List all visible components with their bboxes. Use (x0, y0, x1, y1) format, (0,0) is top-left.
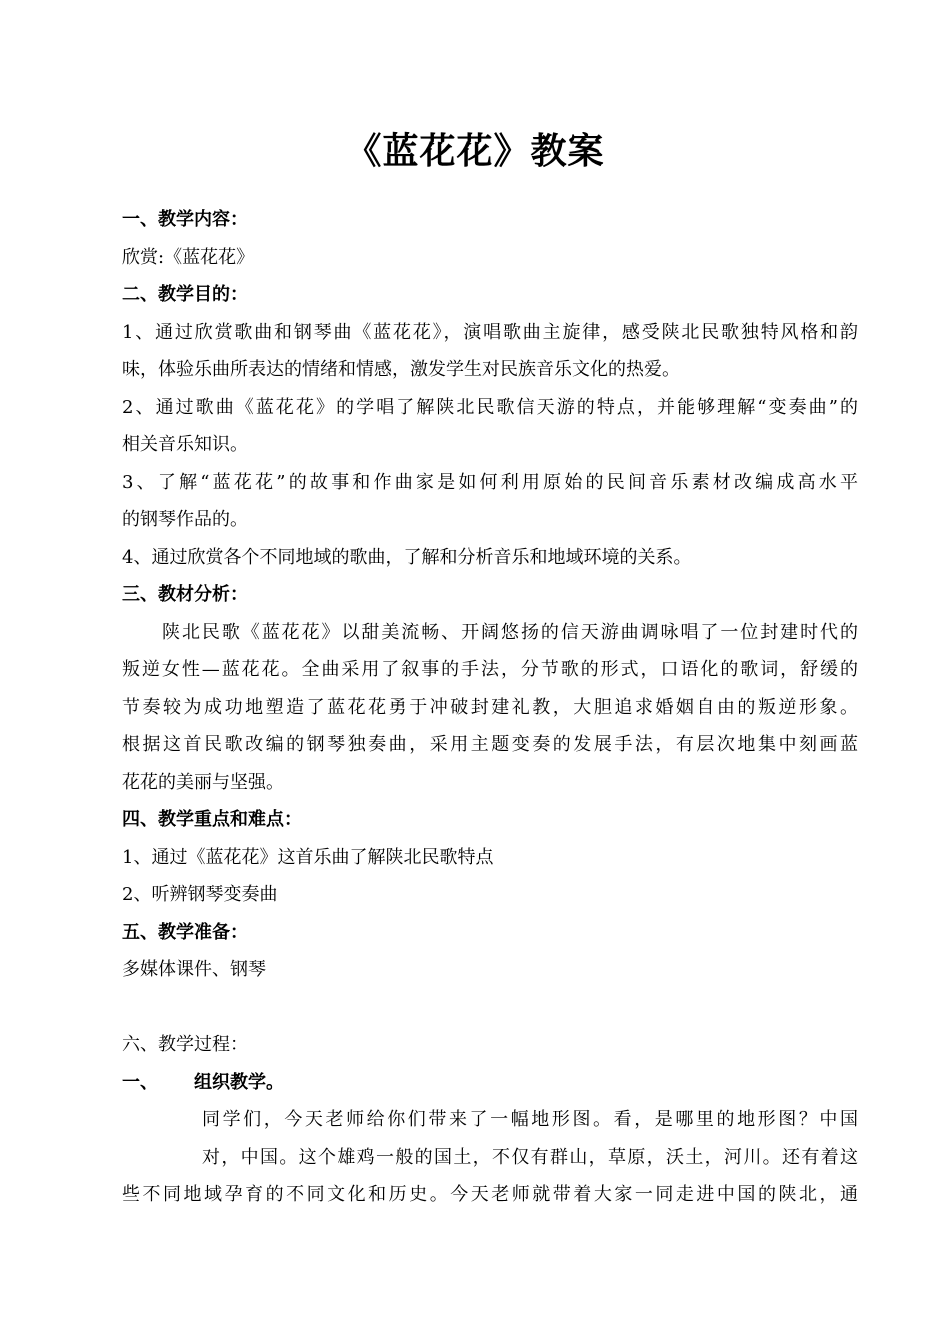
analysis-line: 根据这首民歌改编的钢琴独奏曲，采用主题变奏的发展手法，有层次地集中刻画蓝 (122, 734, 858, 755)
section-heading-preparation: 五、教学准备： (122, 921, 248, 943)
process-step-number: 一、 (122, 1071, 158, 1093)
analysis-line: 叛逆女性—蓝花花。全曲采用了叙事的手法，分节歌的形式，口语化的歌词，舒缓的 (122, 659, 858, 680)
key-points-line: 1、通过《蓝花花》这首乐曲了解陕北民歌特点 (122, 846, 494, 868)
analysis-line: 花花的美丽与坚强。 (122, 771, 284, 793)
process-step-heading (122, 1064, 858, 1102)
goals-line: 2、通过歌曲《蓝花花》的学唱了解陕北民歌信天游的特点，并能够理解“变奏曲”的 (122, 396, 858, 418)
section-heading-key-points: 四、教学重点和难点： (122, 809, 302, 830)
analysis-line: 陕北民歌《蓝花花》以甜美流畅、开阔悠扬的信天游曲调咏唱了一位封建时代的 (162, 621, 858, 643)
blank-line (122, 989, 858, 1027)
document-title: 《蓝花花》教案 (345, 131, 605, 172)
section-heading-process: 六、教学过程： (122, 1034, 248, 1055)
section-heading-goals: 二、教学目的： (122, 284, 248, 305)
key-points-line: 2、听辨钢琴变奏曲 (122, 884, 278, 905)
goals-line: 3、了解“蓝花花”的故事和作曲家是如何利用原始的民间音乐素材改编成高水平 (122, 471, 858, 493)
process-line: 对，中国。这个雄鸡一般的国土，不仅有群山，草原，沃土，河川。还有着这 (202, 1146, 858, 1168)
section-heading-content: 一、教学内容： (122, 209, 248, 230)
goals-line: 的钢琴作品的。 (122, 509, 248, 530)
process-line: 些不同地域孕育的不同文化和历史。今天老师就带着大家一同走进中国的陕北，通 (122, 1184, 858, 1205)
goals-line: 4、通过欣赏各个不同地域的歌曲，了解和分析音乐和地域环境的关系。 (122, 546, 692, 568)
analysis-line: 节奏较为成功地塑造了蓝花花勇于冲破封建礼教，大胆追求婚姻自由的叛逆形象。 (122, 696, 858, 718)
content-text: 欣赏:《蓝花花》 (122, 246, 255, 268)
process-step-title: 组织教学。 (194, 1071, 284, 1093)
section-heading-analysis: 三、教材分析： (122, 584, 248, 605)
goals-line: 1、通过欣赏歌曲和钢琴曲《蓝花花》，演唱歌曲主旋律，感受陕北民歌独特风格和韵 (122, 321, 858, 343)
goals-line: 相关音乐知识。 (122, 434, 248, 455)
goals-line: 味，体验乐曲所表达的情绪和情感，激发学生对民族音乐文化的热爱。 (122, 359, 680, 380)
preparation-text: 多媒体课件、钢琴 (122, 959, 266, 980)
document-body (122, 201, 858, 1214)
process-line: 同学们，今天老师给你们带来了一幅地形图。看，是哪里的地形图？中国 (202, 1109, 858, 1130)
